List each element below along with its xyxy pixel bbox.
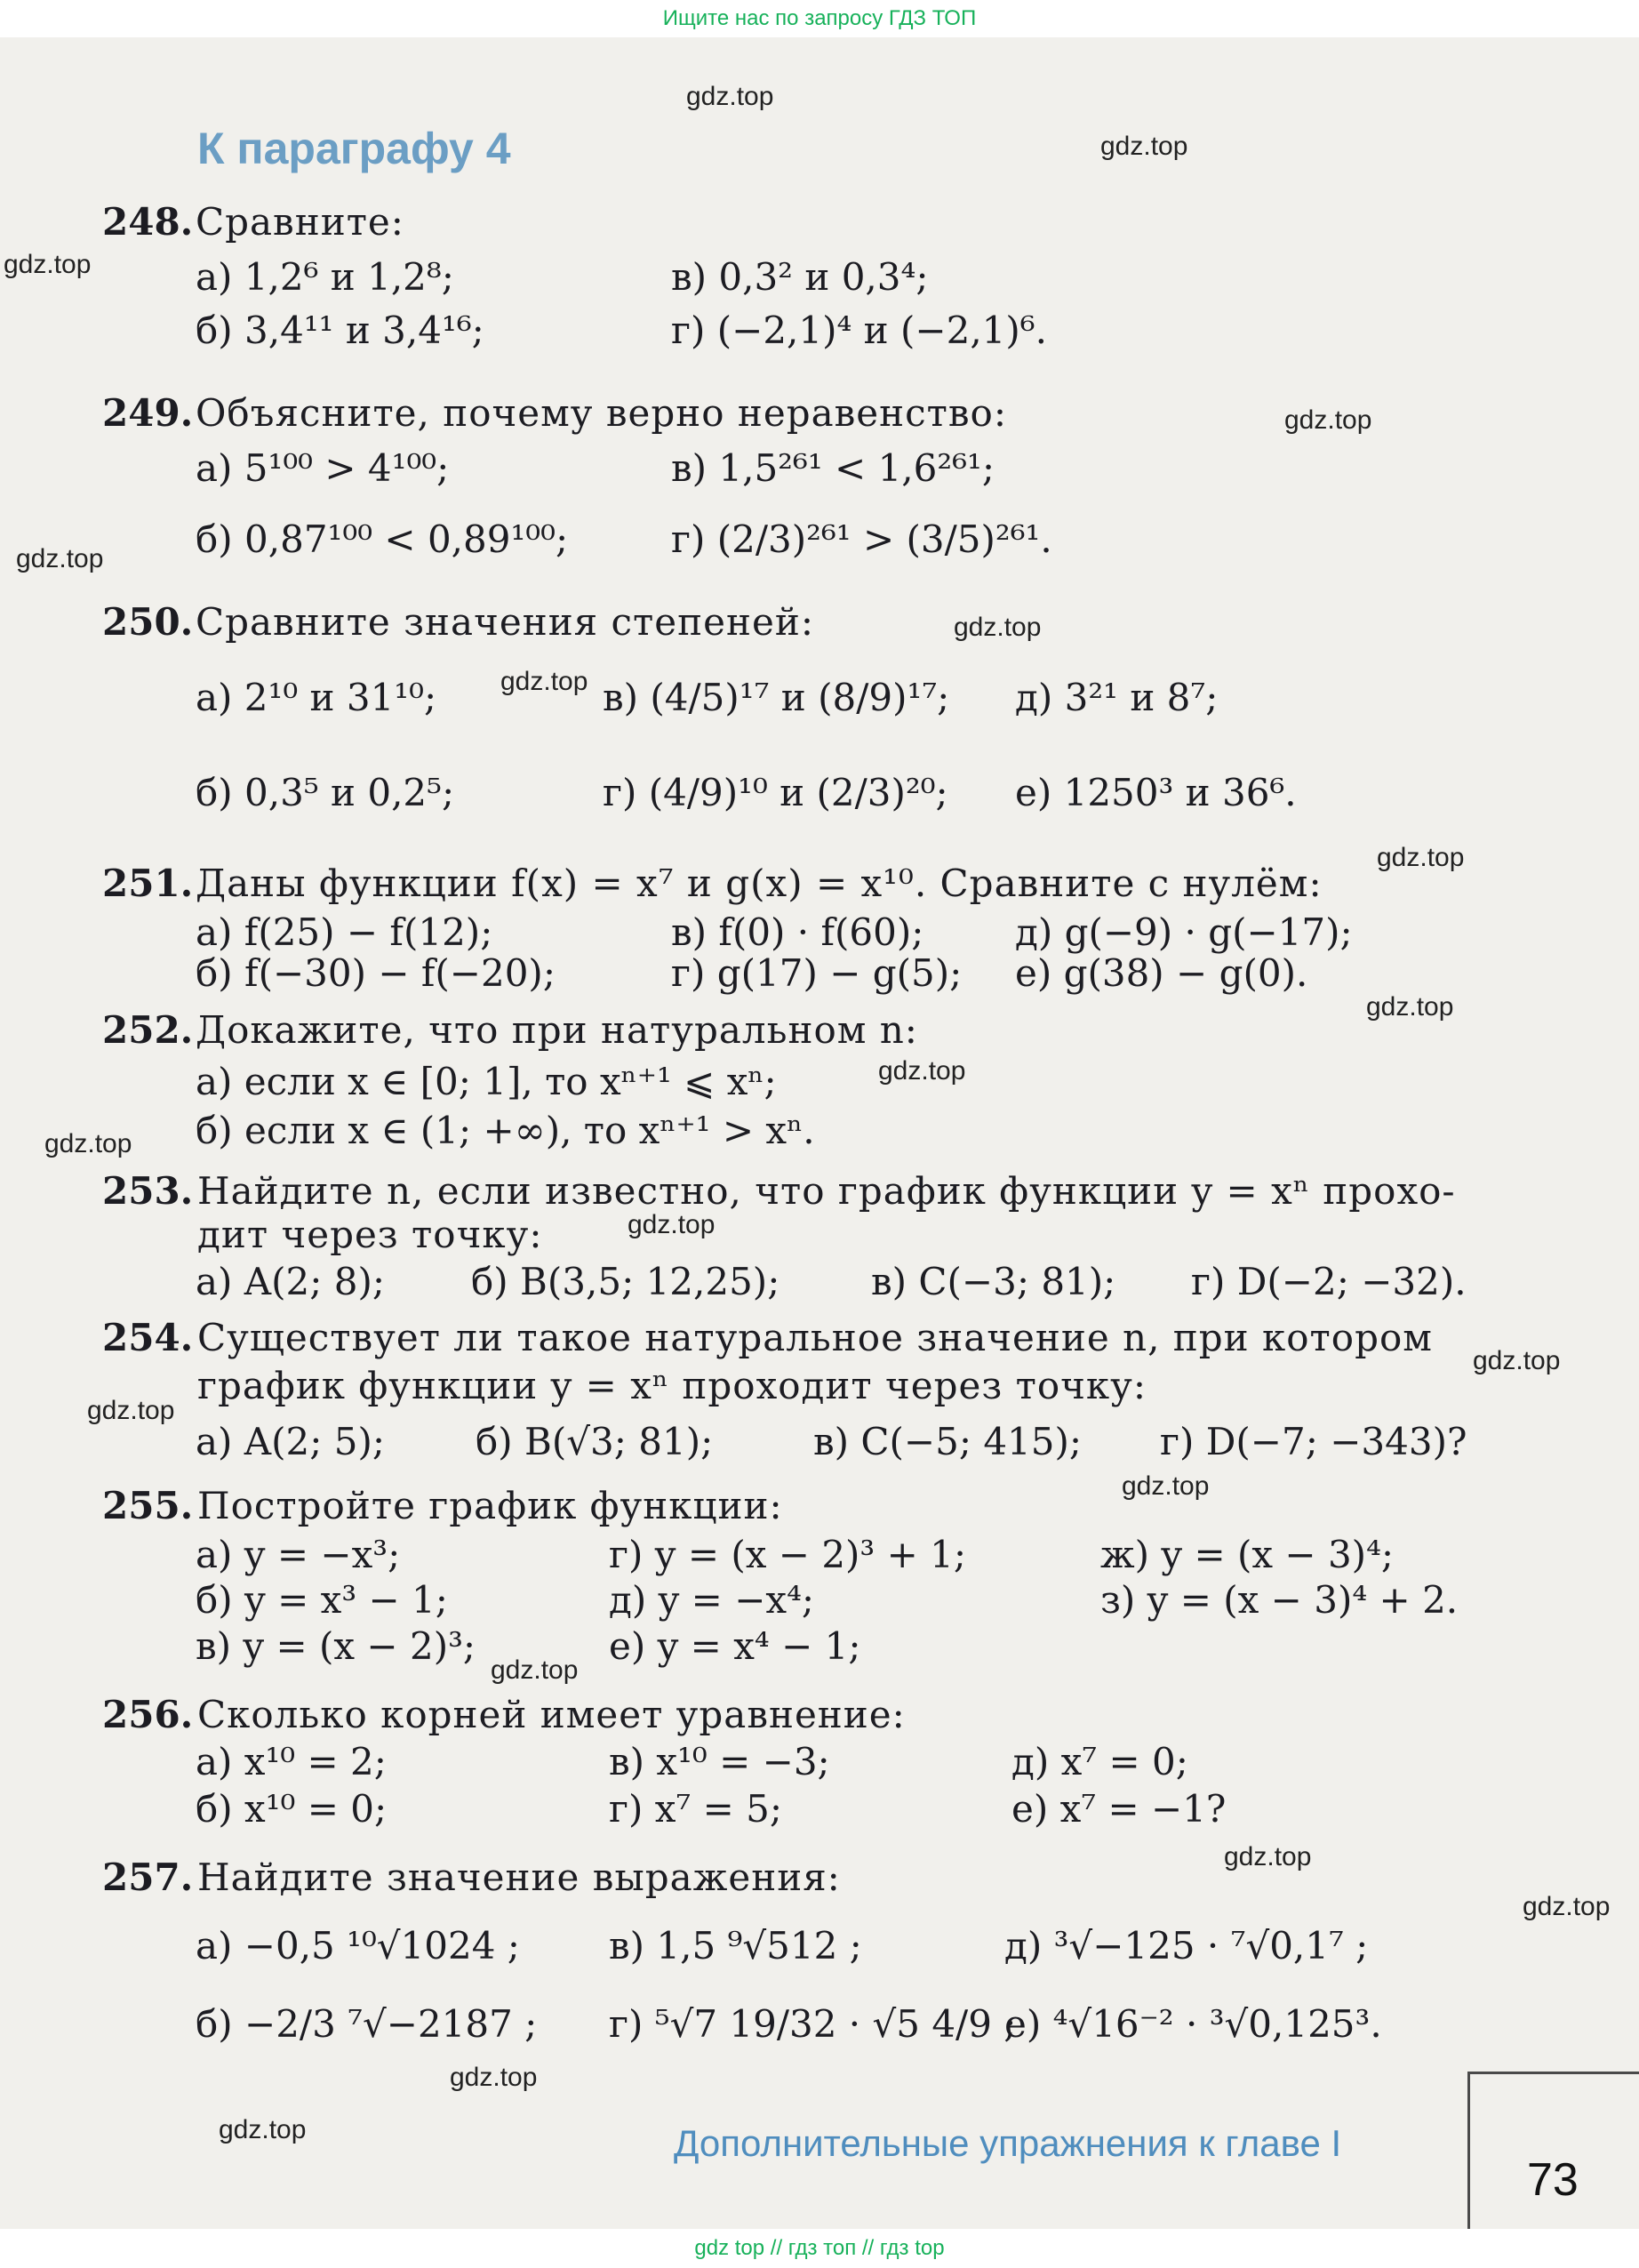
textbook-page [0,37,1639,2229]
section-heading: К параграфу 4 [197,124,511,173]
exercise-item: ж) y = (x − 3)⁴; [1100,1533,1395,1576]
exercise-item: в) 1,5 ⁹√512 ; [609,1924,862,1967]
watermark: gdz.top [1377,843,1465,872]
page-number: 73 [1527,2154,1579,2206]
exercise-number: 256. [102,1693,194,1736]
exercise-text: Сколько корней имеет уравнение: [197,1693,906,1736]
exercise-number: 254. [102,1316,194,1359]
watermark: gdz.top [4,250,92,279]
exercise-item: в) 0,3² и 0,3⁴; [671,255,929,299]
exercise-item: г) D(−7; −343)? [1160,1420,1467,1463]
exercise-number: 249. [102,391,194,435]
exercise-number: 253. [102,1169,194,1213]
exercise-item: в) (4/5)¹⁷ и (8/9)¹⁷; [603,676,950,719]
exercise-item: а) 1,2⁶ и 1,2⁸; [196,255,454,299]
exercise-item: е) y = x⁴ − 1; [609,1624,861,1668]
exercise-item: д) ³√−125 · ⁷√0,1⁷ ; [1004,1924,1369,1967]
watermark: gdz.top [878,1056,966,1086]
exercise-item: е) x⁷ = −1? [1011,1787,1227,1831]
exercise-item: а) A(2; 5); [196,1420,385,1463]
exercise-item: д) 3²¹ и 8⁷; [1015,676,1219,719]
watermark: gdz.top [1284,405,1372,435]
exercise-item: а) A(2; 8); [196,1260,385,1303]
watermark: gdz.top [1473,1346,1561,1375]
exercise-item: б) 0,3⁵ и 0,2⁵; [196,771,455,814]
exercise-item: г) (−2,1)⁴ и (−2,1)⁶. [671,309,1047,352]
exercise-item: в) C(−3; 81); [871,1260,1116,1303]
exercise-item: е) 1250³ и 36⁶. [1015,771,1297,814]
exercise-text-continued: дит через точку: [197,1213,543,1256]
exercise-item: е) g(38) − g(0). [1015,951,1308,995]
watermark: gdz.top [628,1210,716,1239]
watermark: gdz.top [1224,1842,1312,1871]
exercise-number: 255. [102,1484,194,1527]
exercise-item: а) x¹⁰ = 2; [196,1740,387,1783]
watermark: gdz.top [686,82,774,111]
exercise-item: б) B(3,5; 12,25); [471,1260,780,1303]
exercise-item: в) C(−5; 415); [813,1420,1083,1463]
watermark: gdz.top [87,1396,175,1425]
exercise-item: а) f(25) − f(12); [196,910,493,954]
exercise-item: б) x¹⁰ = 0; [196,1787,388,1831]
exercise-item: з) y = (x − 3)⁴ + 2. [1100,1578,1459,1622]
exercise-item: б) 3,4¹¹ и 3,4¹⁶; [196,309,484,352]
watermark: gdz.top [1523,1892,1611,1921]
exercise-item: г) y = (x − 2)³ + 1; [609,1533,967,1576]
exercise-number: 250. [102,600,194,644]
exercise-item: в) 1,5²⁶¹ < 1,6²⁶¹; [671,446,995,490]
watermark: gdz.top [1366,992,1454,1022]
watermark: gdz.top [500,667,588,696]
exercise-text: Сравните значения степеней: [196,600,814,644]
exercise-text: Даны функции f(x) = x⁷ и g(x) = x¹⁰. Сравните с нулём: [196,862,1323,905]
exercise-item: в) x¹⁰ = −3; [609,1740,830,1783]
watermark: gdz.top [450,2063,538,2092]
exercise-item: д) x⁷ = 0; [1011,1740,1188,1783]
exercise-item: в) f(0) · f(60); [671,910,924,954]
exercise-text: Найдите n, если известно, что график функции y = xⁿ прохо- [197,1169,1456,1213]
exercise-number: 251. [102,862,194,905]
exercise-item: б) если x ∈ (1; +∞), то xⁿ⁺¹ > xⁿ. [196,1109,815,1152]
exercise-text: Найдите значение выражения: [197,1855,841,1899]
exercise-number: 248. [102,200,194,244]
exercise-item: е) ⁴√16⁻² · ³√0,125³. [1004,2002,1382,2046]
exercise-item: б) y = x³ − 1; [196,1578,448,1622]
footer-title: Дополнительные упражнения к главе I [674,2122,1342,2164]
watermark: gdz.top [219,2115,307,2144]
exercise-item: г) g(17) − g(5); [671,951,963,995]
exercise-item: а) 5¹⁰⁰ > 4¹⁰⁰; [196,446,450,490]
exercise-number: 252. [102,1008,194,1052]
top-banner: Ищите нас по запросу ГДЗ ТОП [662,6,977,30]
exercise-text: Докажите, что при натуральном n: [196,1008,918,1052]
exercise-item: г) (4/9)¹⁰ и (2/3)²⁰; [603,771,948,814]
exercise-item: б) −2/3 ⁷√−2187 ; [196,2002,538,2046]
exercise-item: б) f(−30) − f(−20); [196,951,556,995]
exercise-item: а) −0,5 ¹⁰√1024 ; [196,1924,520,1967]
exercise-item: а) 2¹⁰ и 31¹⁰; [196,676,437,719]
watermark: gdz.top [44,1129,132,1158]
watermark: gdz.top [954,613,1042,642]
watermark: gdz.top [491,1655,579,1685]
exercise-item: в) y = (x − 2)³; [196,1624,476,1668]
exercise-item: г) (2/3)²⁶¹ > (3/5)²⁶¹. [671,517,1052,561]
exercise-text: Постройте график функции: [197,1484,783,1527]
exercise-item: б) B(√3; 81); [476,1420,714,1463]
exercise-item: б) 0,87¹⁰⁰ < 0,89¹⁰⁰; [196,517,569,561]
exercise-number: 257. [102,1855,194,1899]
exercise-item: г) D(−2; −32). [1191,1260,1467,1303]
watermark: gdz.top [1100,132,1188,161]
exercise-item: а) если x ∈ [0; 1], то xⁿ⁺¹ ⩽ xⁿ; [196,1060,777,1103]
exercise-text: Объясните, почему верно неравенство: [196,391,1007,435]
exercise-item: д) g(−9) · g(−17); [1015,910,1353,954]
exercise-text: Сравните: [196,200,404,244]
exercise-text-continued: график функции y = xⁿ проходит через точку: [197,1364,1147,1407]
exercise-item: г) ⁵√7 19/32 · √5 4/9 ; [609,2002,1017,2046]
watermark: gdz.top [1122,1471,1210,1501]
exercise-item: д) y = −x⁴; [609,1578,815,1622]
watermark: gdz.top [16,544,104,573]
exercise-item: г) x⁷ = 5; [609,1787,783,1831]
exercise-item: а) y = −x³; [196,1533,401,1576]
exercise-text: Существует ли такое натуральное значение n, при котором [197,1316,1433,1359]
bottom-banner: gdz top // гдз топ // гдз top [694,2236,945,2260]
